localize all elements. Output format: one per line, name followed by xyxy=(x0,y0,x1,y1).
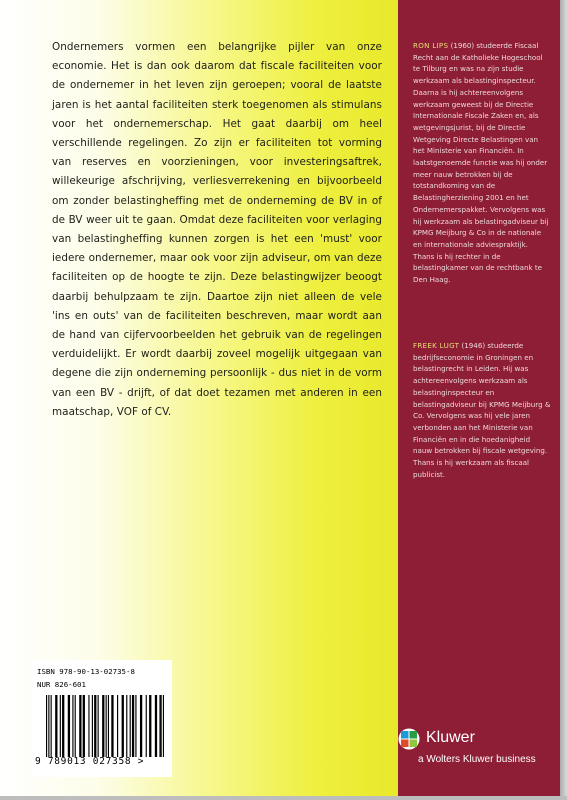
barcode-bar xyxy=(72,695,73,757)
barcode-digits: 9 789013 027358 > xyxy=(35,756,145,767)
isbn-label: ISBN 978-90-13-02735-8 xyxy=(37,667,135,676)
barcode-bar xyxy=(155,695,157,757)
nur-label: NUR 826-601 xyxy=(37,679,86,689)
author-name: FREEK LUGT xyxy=(413,341,460,350)
author-bio-lugt xyxy=(413,340,551,480)
author-name: RON LIPS xyxy=(413,41,449,50)
barcode-bar xyxy=(88,695,89,757)
barcode-bar xyxy=(149,695,151,757)
barcode-bar xyxy=(130,695,131,757)
barcode-bar xyxy=(68,695,70,757)
barcode-bar xyxy=(108,695,109,757)
barcode-bar xyxy=(122,695,124,757)
barcode-bar xyxy=(111,695,113,757)
page-edge xyxy=(560,0,567,800)
kluwer-logo-icon xyxy=(398,728,420,750)
author-bio-text: (1960) studeerde Fiscaal Recht aan de Katholieke Hogeschool te Tilburg en was na zijn studie werkzaam als belastinginspecteur. Daarna is hij achtereenvolgens werkzaam geweest bij de Directie Internationale Fiscale Zaken en, als wetgevingsjurist, bij de Directie Wetgeving Directe Belastingen van het Ministerie van Financiën. In laatstgenoemde functie was hij onder meer nauw betrokken bij de totstandkoming van de Belastingherziening 2001 en het Ondernemerspakket. Vervolgens was hij werkzaam als belastingadviseur bij KPMG Meijburg & Co in de nationale en internationale adviespraktijk. Thans is hij rechter in de belastingkamer van de rechtbank te Den Haag. xyxy=(413,41,549,285)
barcode-bar xyxy=(62,695,64,757)
blurb-paragraph: Ondernemers vormen een belangrijke pijler van onze economie. Het is dan ook daarom dat fiscale faciliteiten voor de ondernemer in het leven zijn geroepen; vooral de laatste jaren is het aantal faciliteiten sterk toegenomen als stimulans voor het ondernemerschap. Het gaat daarbij om heel verschillende regelingen. Zo zijn er faciliteiten tot vorming van reserves en voorzieningen, voor investeringsaftrek, willekeurige afschrijving, verliesverrekening en bijvoorbeeld om zonder belastingheffing met de onderneming de BV in of de BV weer uit te gaan. Omdat deze faciliteiten voor verlaging van belastingheffing kunnen zorgen is het een 'must' voor iedere ondernemer, maar ook voor zijn adviseur, om van deze faciliteiten op de hoogte te zijn. Deze belastingwijzer beoogt daarbij behulpzaam te zijn. Daartoe zijn niet alleen de vele 'ins en outs' van de faciliteiten beschreven, maar wordt aan de hand van cijfervoorbeelden het gebruik van de regelingen verduidelijkt. Er wordt daarbij zoveel mogelijk uitgegaan van degene die zijn onderneming persoonlijk - dus niet in de vorm van een BV - drijft, of dat doet tezamen met anderen in een maatschap, VOF of CV. xyxy=(52,41,382,418)
barcode-bar xyxy=(146,695,147,757)
barcode-bar xyxy=(48,695,49,757)
barcode-bar xyxy=(135,695,136,757)
barcode-bar xyxy=(102,695,104,757)
author-bio-text: (1946) studeerde bedrijfseconomie in Groningen en belastingrecht in Leiden. Hij was achtereenvolgens werkzaam als belastinginspecteur en belastingadviseur bij KPMG Meijburg & Co. Vervolgens was hij vele jaren verbonden aan het Ministerie van Financiën en in die hoedanigheid nauw betrokken bij fiscale wetgeving. Thans is hij werkzaam als fiscaal publicist. xyxy=(413,341,551,479)
barcode-bar xyxy=(60,695,61,757)
barcode-bar xyxy=(46,695,47,757)
barcode-bar xyxy=(140,695,142,757)
barcode-bar xyxy=(98,695,99,757)
isbn-block xyxy=(37,666,135,691)
publisher-brand: Kluwer xyxy=(426,729,475,746)
barcode-bars xyxy=(46,695,164,757)
barcode-bar xyxy=(51,695,52,757)
barcode-bar xyxy=(117,695,118,757)
author-bio-lips xyxy=(413,40,551,286)
publisher-tagline: a Wolters Kluwer business xyxy=(418,754,536,765)
barcode-bar xyxy=(75,695,76,757)
barcode-bar xyxy=(161,695,162,757)
barcode-bar xyxy=(83,695,85,757)
barcode-bar xyxy=(163,695,164,757)
barcode-bar xyxy=(55,695,57,757)
barcode-bar xyxy=(132,695,134,757)
blurb-text xyxy=(52,38,382,422)
barcode-bar xyxy=(94,695,96,757)
barcode-bar xyxy=(79,695,81,757)
barcode-bar xyxy=(106,695,107,757)
barcode-bar xyxy=(126,695,127,757)
barcode-bar xyxy=(92,695,93,757)
page-bottom-edge xyxy=(0,796,567,800)
barcode-bar xyxy=(159,695,160,757)
